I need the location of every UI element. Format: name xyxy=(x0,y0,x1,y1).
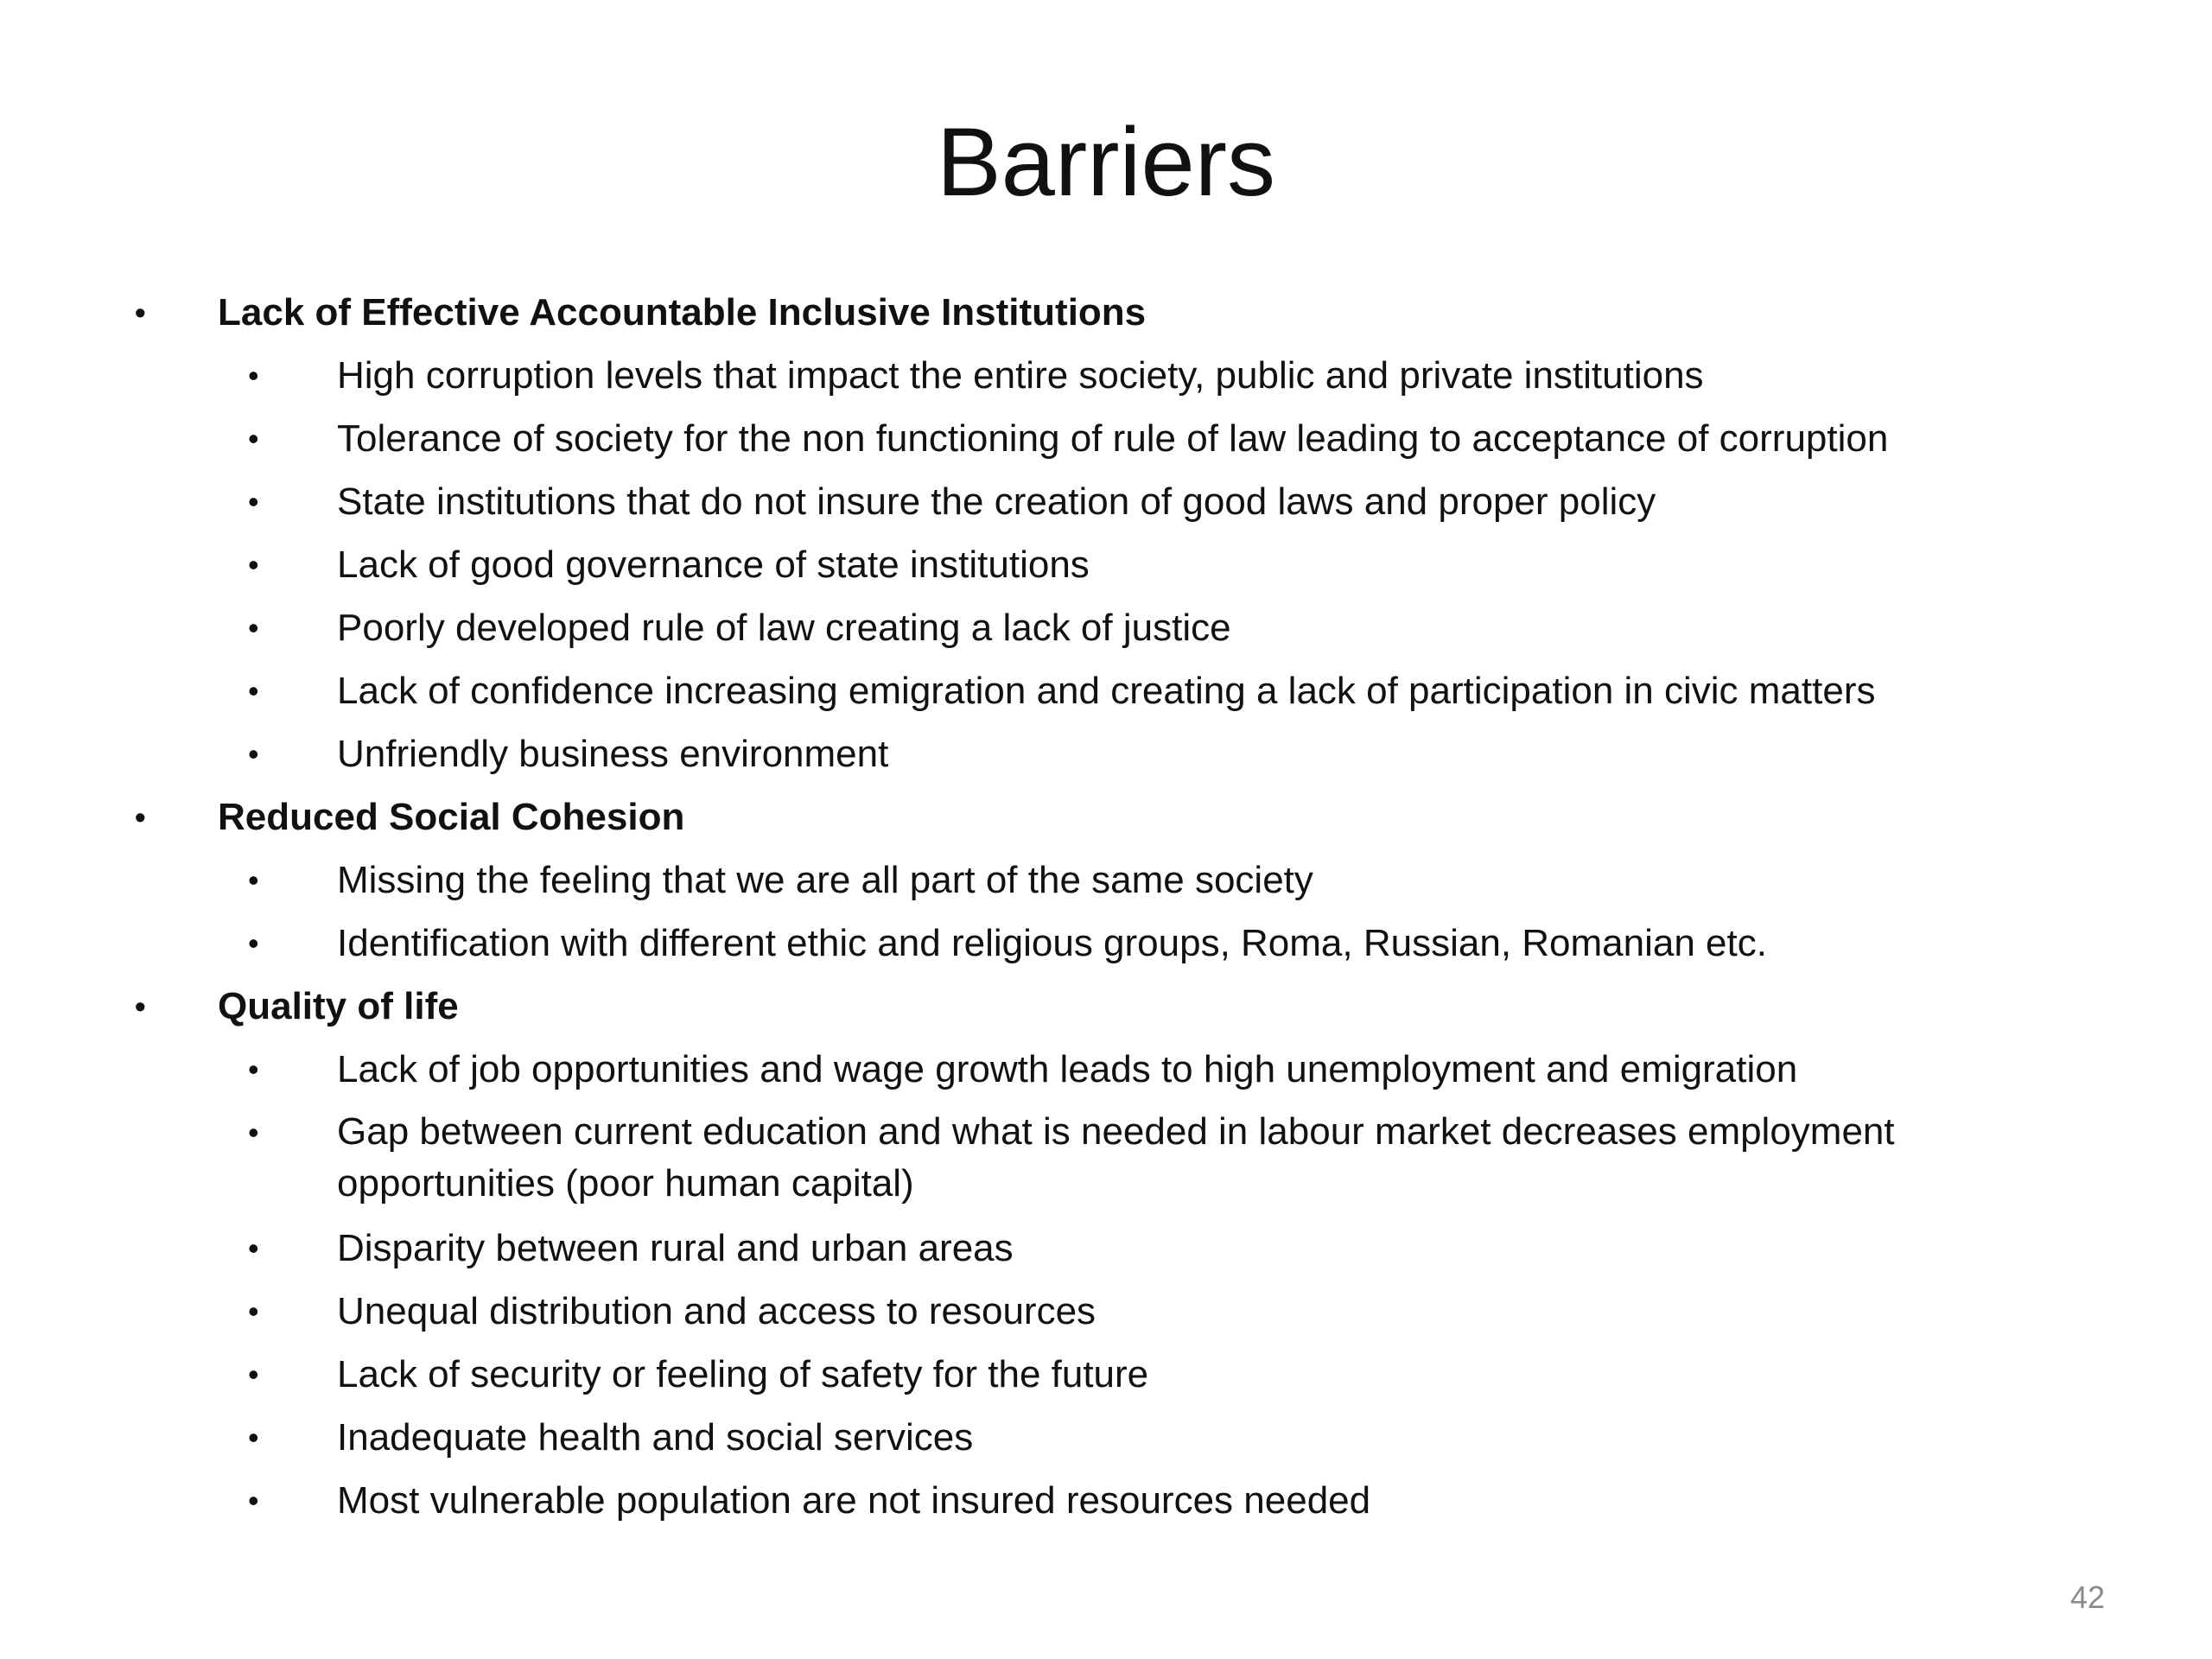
section-heading-text: Lack of Effective Accountable Inclusive Institutions xyxy=(218,291,1147,334)
section-heading-text: Quality of life xyxy=(218,985,459,1027)
list-item-text: Missing the feeling that we are all part of the same society xyxy=(337,859,1313,901)
list-item-text: Lack of good governance of state institutions xyxy=(337,543,1090,586)
section-heading xyxy=(0,785,2212,849)
list-item-text: Lack of job opportunities and wage growth leads to high unemployment and emigration xyxy=(337,1048,1798,1090)
bullet-icon: • xyxy=(135,295,146,330)
bullet-icon: • xyxy=(248,1230,259,1266)
bullet-icon: • xyxy=(248,736,259,772)
list-item-text: Disparity between rural and urban areas xyxy=(337,1227,1014,1269)
list-item-text: High corruption levels that impact the entire society, public and private institutions xyxy=(337,354,1704,397)
page-number: 42 xyxy=(2069,1580,2105,1615)
list-item xyxy=(0,1406,2212,1469)
slide-title: Barriers xyxy=(936,108,1276,216)
bullet-icon: • xyxy=(135,799,146,835)
list-item xyxy=(0,722,2212,785)
list-item-text: Lack of confidence increasing emigration and creating a lack of participation in civic matters xyxy=(337,670,1876,712)
section-heading xyxy=(0,975,2212,1038)
bullet-icon: • xyxy=(248,610,259,645)
list-item xyxy=(0,470,2212,533)
list-item-text: State institutions that do not insure the creation of good laws and proper policy xyxy=(337,480,1656,523)
list-item-text: Identification with different ethic and religious groups, Roma, Russian, Romanian etc. xyxy=(337,922,1767,964)
list-item xyxy=(0,1343,2212,1406)
section-heading-text: Reduced Social Cohesion xyxy=(218,796,685,838)
list-item-text: Poorly developed rule of law creating a lack of justice xyxy=(337,607,1231,649)
bullet-icon: • xyxy=(248,1115,259,1150)
bullet-icon: • xyxy=(248,358,259,393)
list-item-text: Lack of security or feeling of safety for the future xyxy=(337,1353,1149,1395)
bullet-icon: • xyxy=(248,1420,259,1455)
list-item xyxy=(0,1217,2212,1280)
list-item xyxy=(0,1101,2005,1217)
list-item-text: Gap between current education and what is needed in labour market decreases employment opportunities (poor human capital) xyxy=(337,1110,1895,1205)
list-item xyxy=(0,596,2212,659)
list-item xyxy=(0,1038,2212,1101)
bullet-icon: • xyxy=(248,547,259,582)
bullet-icon: • xyxy=(248,1357,259,1392)
bullet-icon: • xyxy=(135,988,146,1024)
bullet-icon: • xyxy=(248,1483,259,1518)
list-item xyxy=(0,912,2212,975)
list-item xyxy=(0,659,2212,722)
bullet-icon: • xyxy=(248,925,259,961)
bullet-list xyxy=(0,281,2212,1532)
bullet-icon: • xyxy=(248,484,259,519)
bullet-icon: • xyxy=(248,862,259,898)
bullet-icon: • xyxy=(248,421,259,456)
bullet-icon: • xyxy=(248,1294,259,1329)
list-item xyxy=(0,1469,2212,1532)
list-item xyxy=(0,533,2212,596)
list-item-text: Tolerance of society for the non functioning of rule of law leading to acceptance of corruption xyxy=(337,417,1889,460)
list-item-text: Unequal distribution and access to resources xyxy=(337,1290,1096,1332)
section-heading xyxy=(0,281,2212,344)
list-item-text: Inadequate health and social services xyxy=(337,1416,974,1459)
list-item xyxy=(0,849,2212,912)
list-item-text: Most vulnerable population are not insured resources needed xyxy=(337,1479,1371,1522)
bullet-icon: • xyxy=(248,1052,259,1087)
list-item xyxy=(0,407,2212,470)
list-item xyxy=(0,1280,2212,1343)
list-item-text: Unfriendly business environment xyxy=(337,733,889,775)
list-item xyxy=(0,344,2212,407)
bullet-icon: • xyxy=(248,673,259,709)
